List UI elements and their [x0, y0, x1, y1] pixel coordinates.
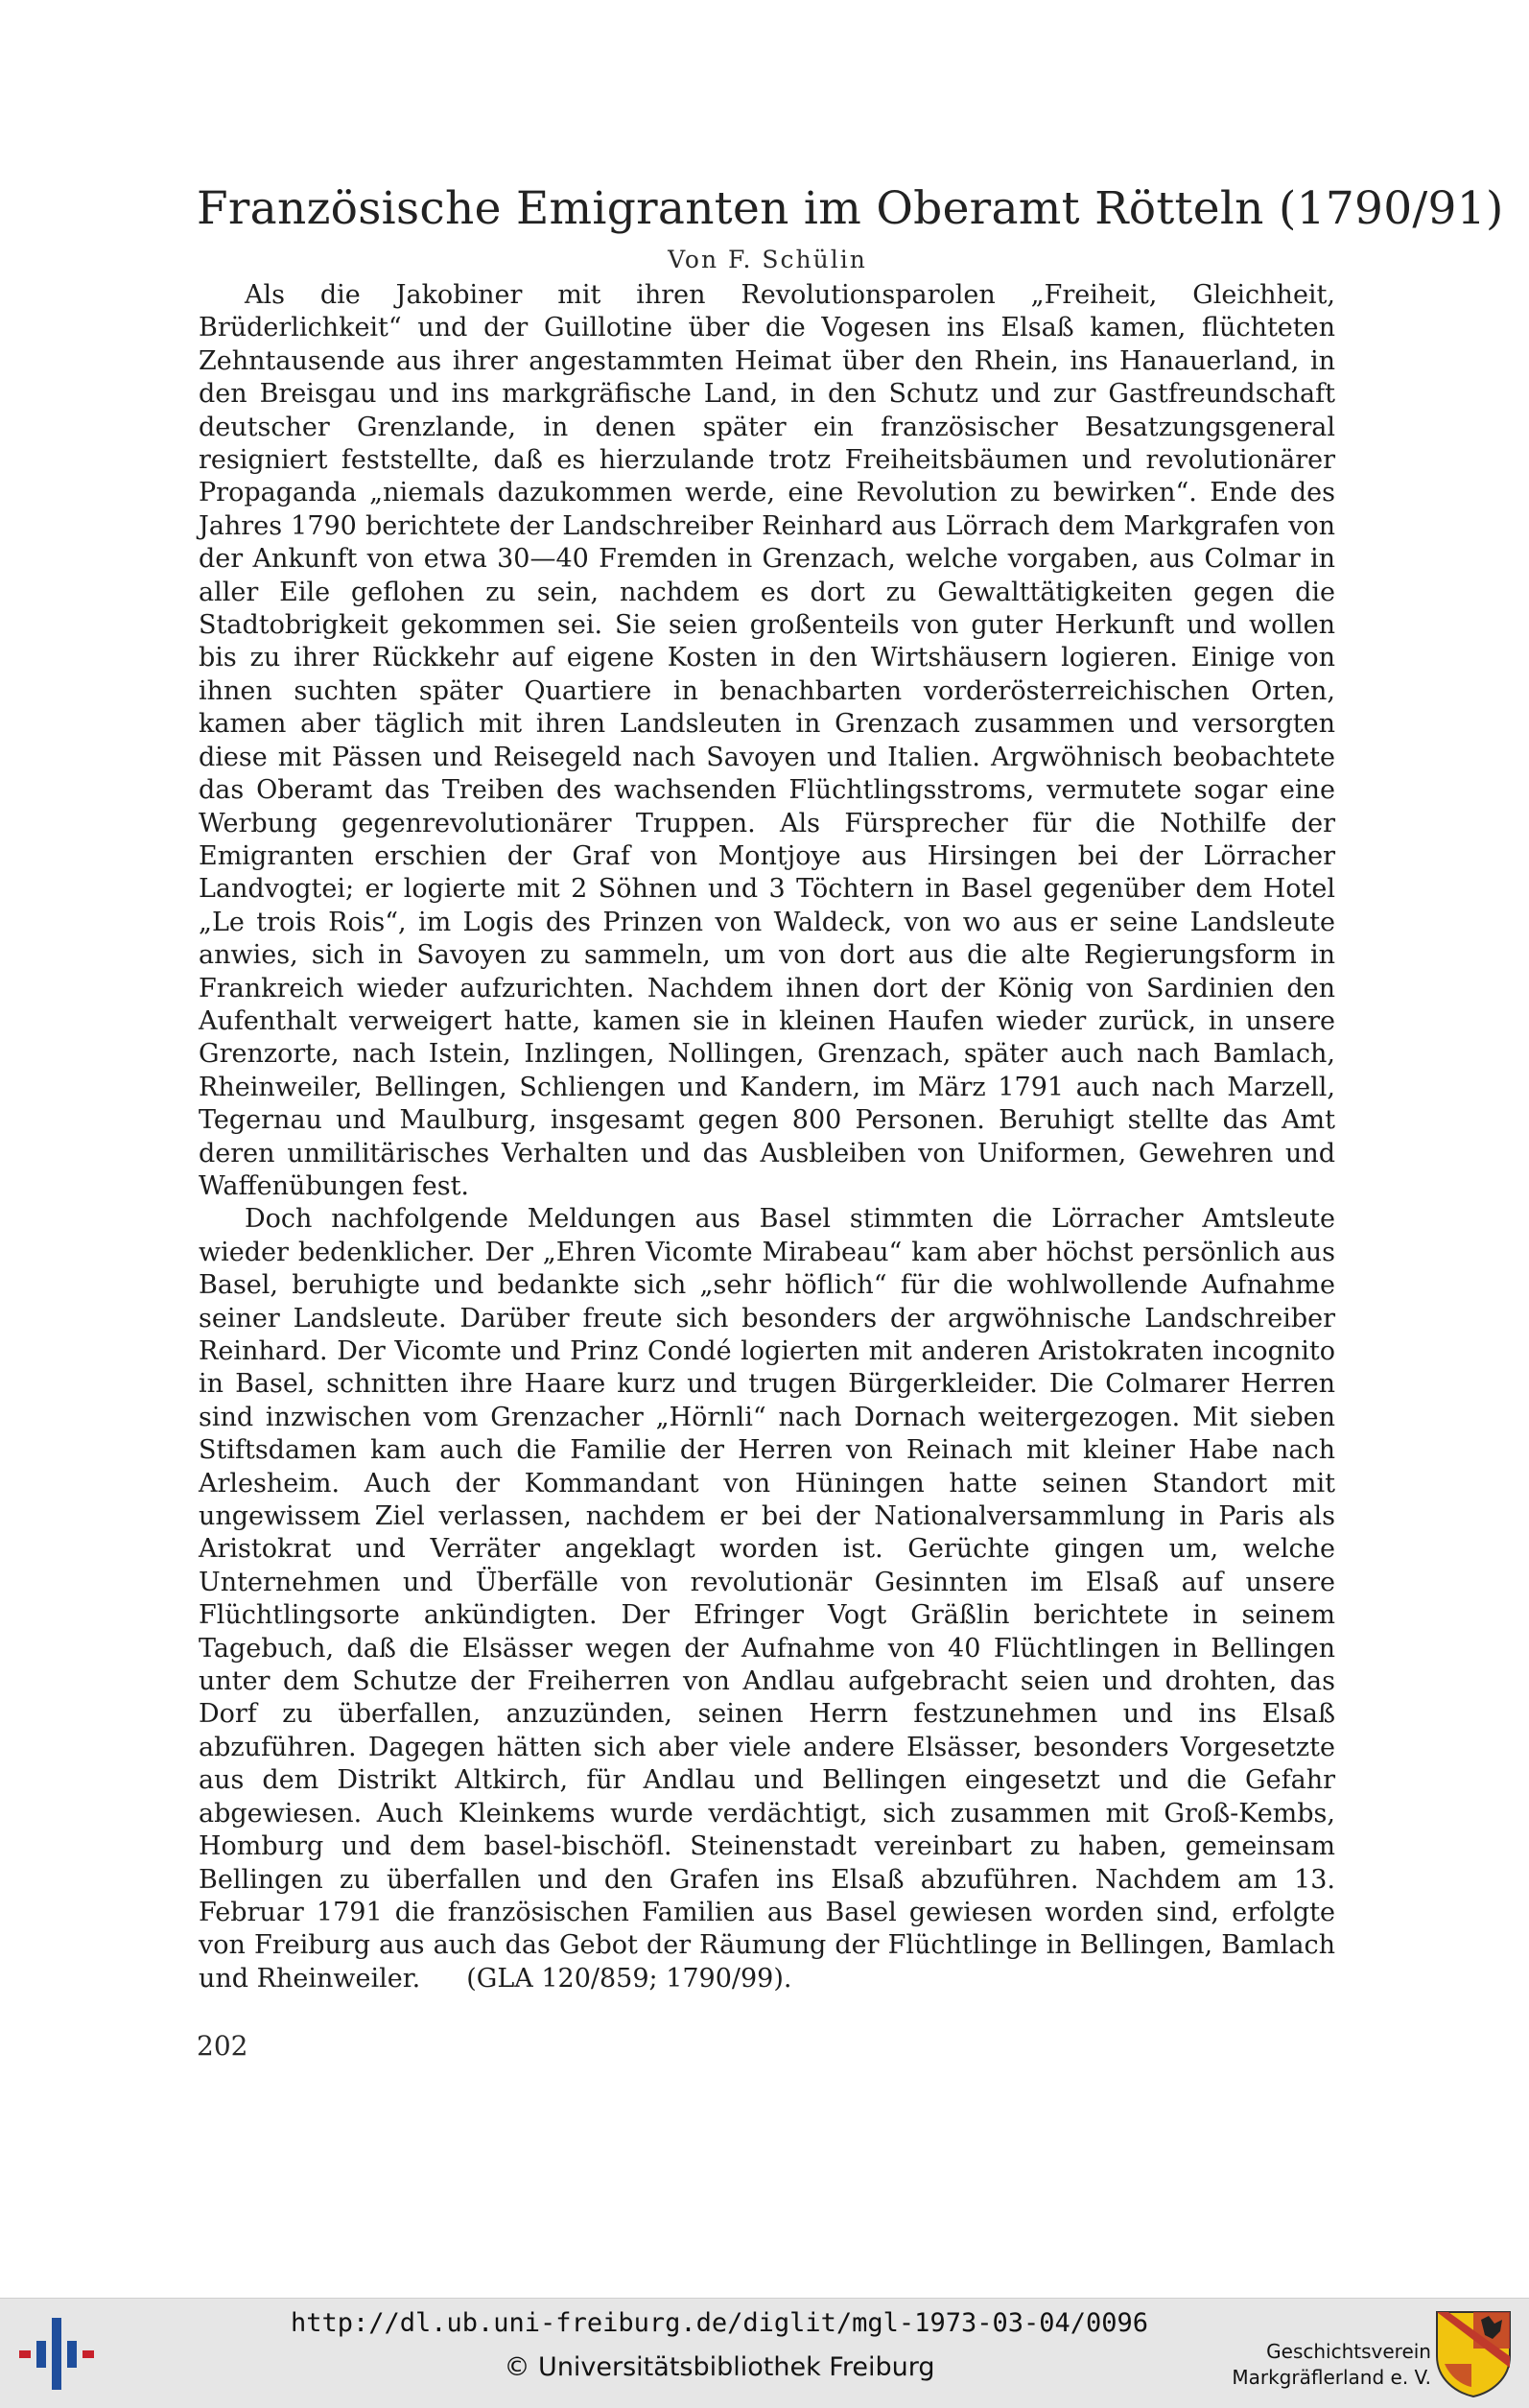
society-name-line1: Geschichtsverein [1266, 2340, 1431, 2363]
ub-freiburg-logo-icon [19, 2318, 96, 2390]
article-body [199, 279, 1335, 1995]
permalink-url[interactable]: http://dl.ub.uni-freiburg.de/diglit/mgl-1973-03-04/0096 [290, 2308, 1149, 2338]
copyright-notice: © Universitätsbibliothek Freiburg [504, 2352, 935, 2382]
article-title: Französische Emigranten im Oberamt Rötteln (1790/91) [197, 182, 1504, 235]
society-name [1220, 2339, 1431, 2391]
coat-of-arms-icon [1435, 2310, 1512, 2398]
page-number: 202 [197, 2030, 248, 2062]
article-author: Von F. Schülin [668, 246, 867, 273]
source-citation: (GLA 120/859; 1790/99). [466, 1963, 792, 1994]
paragraph-1: Als die Jakobiner mit ihren Revolutionsparolen „Freiheit, Gleichheit, Brüderlichkeit“ und der Guillotine über die Vogesen ins Elsaß kamen, flüchteten Zehntausende aus ihrer angestammten Heimat über den Rhein, ins Hanauerland, in den Breisgau und ins markgräfische Land, in den Schutz und zur Gastfreundschaft deutscher Grenzlande, in denen später ein französischer Besatzungsgeneral resigniert feststellte, daß es hierzulande trotz Freiheitsbäumen und revolutionärer Propaganda „niemals dazukommen werde, eine Revolution zu bewirken“. Ende des Jahres 1790 berichtete der Landschreiber Reinhard aus Lörrach dem Markgrafen von der Ankunft von etwa 30—40 Fremden in Grenzach, welche vorgaben, aus Colmar in aller Eile geflohen zu sein, nachdem es dort zu Gewalttätigkeiten gegen die Stadtobrigkeit gekommen sei. Sie seien großenteils von guter Herkunft und wollen bis zu ihrer Rückkehr auf eigene Kosten in den Wirtshäusern logieren. Einige von ihnen suchten später Quartiere in benachbarten vorderösterreichischen Orten, kamen aber täglich mit ihren Landsleuten in Grenzach zusammen und versorgten diese mit Pässen und Reisegeld nach Savoyen und Italien. Argwöhnisch beobachtete das Oberamt das Treiben des wachsenden Flüchtlingsstroms, vermutete sogar eine Werbung gegenrevolutionärer Truppen. Als Fürsprecher für die Nothilfe der Emigranten erschien der Graf von Montjoye aus Hirsingen bei der Lörracher Landvogtei; er logierte mit 2 Söhnen und 3 Töchtern in Basel gegenüber dem Hotel „Le trois Rois“, im Logis des Prinzen von Waldeck, von wo aus er seine Landsleute anwies, sich in Savoyen zu sammeln, um von dort aus die alte Regierungsform in Frankreich wieder aufzurichten. Nachdem ihnen dort der König von Sardinien den Aufenthalt verweigert hatte, kamen sie in kleinen Haufen wieder zurück, in unsere Grenzorte, nach Istein, Inzlingen, Nollingen, Grenzach, später auch nach Bamlach, Rheinweiler, Bellingen, Schliengen und Kandern, im März 1791 auch nach Marzell, Tegernau und Maulburg, insgesamt gegen 800 Personen. Beruhigt stellte das Amt deren unmilitärisches Verhalten und das Ausbleiben von Uniformen, Gewehren und Waffenübungen fest. [199, 280, 1335, 1201]
society-name-line2: Markgräflerland e. V. [1232, 2366, 1431, 2389]
paragraph-2 [199, 1203, 1335, 1995]
paragraph-2-text: Doch nachfolgende Meldungen aus Basel stimmten die Lörracher Amtsleute wieder bedenklicher. Der „Ehren Vicomte Mirabeau“ kam aber höchst persönlich aus Basel, beruhigte und bedankte sich „sehr höflich“ für die wohlwollende Aufnahme seiner Landsleute. Darüber freute sich besonders der argwöhnische Landschreiber Reinhard. Der Vicomte und Prinz Condé logierten mit anderen Aristokraten incognito in Basel, schnitten ihre Haare kurz und trugen Bürgerkleider. Die Colmarer Herren sind inzwischen vom Grenzacher „Hörnli“ nach Dornach weitergezogen. Mit sieben Stiftsdamen kam auch die Familie der Herren von Reinach mit kleiner Habe nach Arlesheim. Auch der Kommandant von Hüningen hatte seinen Standort mit ungewissem Ziel verlassen, nachdem er bei der Nationalversammlung in Paris als Aristokrat und Verräter angeklagt worden ist. Gerüchte gingen um, welche Unternehmen und Überfälle von revolutionär Gesinnten im Elsaß auf unsere Flüchtlingsorte ankündigten. Der Efringer Vogt Gräßlin berichtete in seinem Tagebuch, daß die Elsässer wegen der Aufnahme von 40 Flüchtlingen in Bellingen unter dem Schutze der Freiherren von Andlau aufgebracht seien und drohten, das Dorf zu überfallen, anzuzünden, seinen Herrn festzunehmen und ins Elsaß abzuführen. Dagegen hätten sich aber viele andere Elsässer, besonders Vorgesetzte aus dem Distrikt Altkirch, für Andlau und Bellingen eingesetzt und die Gefahr abgewiesen. Auch Kleinkems wurde verdächtigt, sich zusammen mit Groß-Kembs, Homburg und dem basel-bischöfl. Steinenstadt vereinbart zu haben, gemeinsam Bellingen zu überfallen und den Grafen ins Elsaß abzuführen. Nachdem am 13. Februar 1791 die französischen Familien aus Basel gewiesen worden sind, erfolgte von Freiburg aus auch das Gebot der Räumung der Flüchtlinge in Bellingen, Bamlach und Rheinweiler. [199, 1204, 1335, 1994]
library-footer [0, 2298, 1529, 2408]
